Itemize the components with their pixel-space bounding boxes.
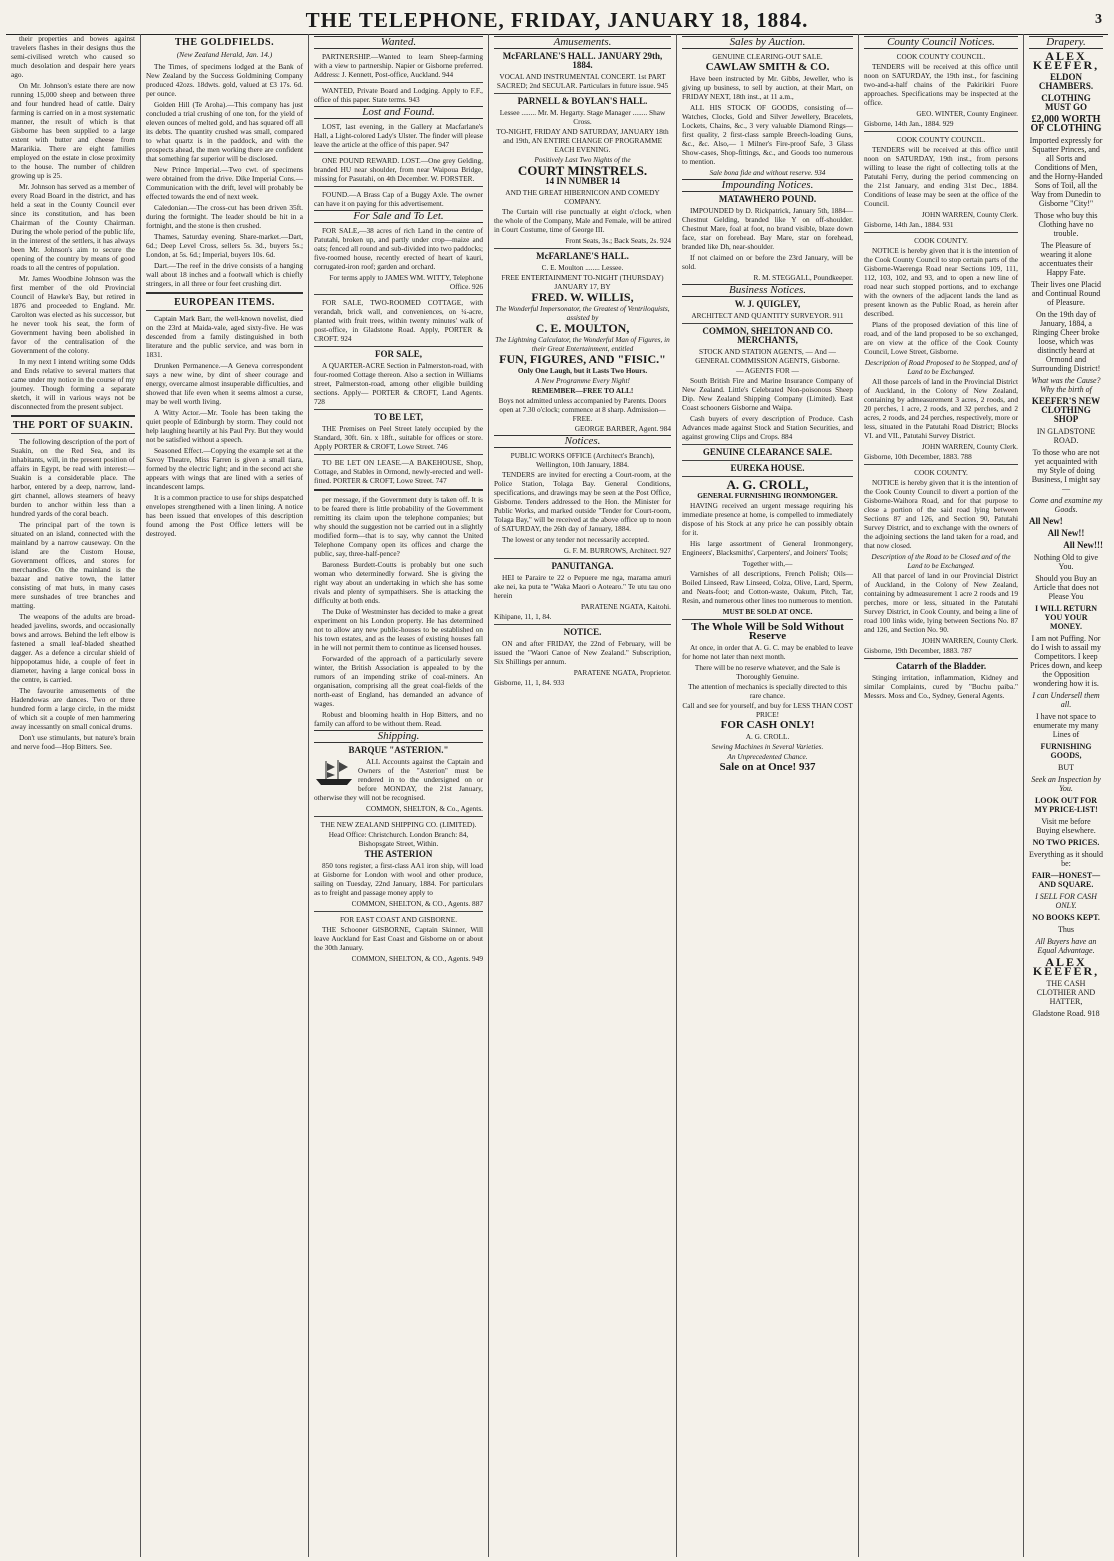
ad-title: PARNELL & BOYLAN'S HALL. xyxy=(517,96,648,106)
article-paragraph: Mr. James Woodbine Johnson was the first member of the old Provincial Council of Hawke's Bay, but retired in 1876 and proceeded to England. Mr. Carolton was elected as his successor, but he never took his seat, the form of Government having been abolished in favor of the centralisation of the Government of the colony. xyxy=(11,274,135,355)
article-paragraph: The Duke of Westminster has decided to make a great experiment on his London property. He has determined not to allow any new public-houses to be established on his town estates, and as the leases of existing houses fall in he will not permit them to continue as licensed houses. xyxy=(314,607,483,652)
ad-text: Positively Last Two Nights of the xyxy=(534,155,631,164)
ad-text: Together with,— xyxy=(742,559,793,568)
ad-text: I SELL FOR CASH ONLY. xyxy=(1035,892,1097,910)
ad-text: I can Undersell them all. xyxy=(1032,691,1100,709)
ad-text: At once, in order that A. G. C. may be enabled to leave for home not later than next month. xyxy=(682,643,853,661)
article-paragraph: their properties and bowes against travelers flashes in their designs thus the semi-civilised wretch who caused so much desolation and despair here years ago. xyxy=(11,34,135,79)
ad-text: FURNISHING GOODS, xyxy=(1040,742,1092,760)
ad-title: FOR EAST COAST AND GISBORNE. xyxy=(339,915,458,924)
divider xyxy=(11,415,135,417)
article-paragraph: It is a common practice to use for ships despatched envelopes strengthened with a linen lining. A notice has been issued that envelopes of this description found among the Post Office letters will be destroyed. xyxy=(146,493,303,538)
ad-title: GENUINE CLEARANCE SALE. xyxy=(702,447,833,457)
article-paragraph: Thames, Saturday evening. Share-market.—Dart, 6d.; Deep Level Cross, sellers 5s. 3d., buyers 5s.; London, at 5s. 6d.; Imperial, buyers 10s. 6d. xyxy=(146,232,303,259)
ad-text: FOR SALE, TWO-ROOMED COTTAGE, with verandah, brick wall, and conveniences, on ¼-acre, planted with fruit trees, within twenty minutes' walk of post-office, in Gladstone Road. Apply, PORTER & CROFT. 924 xyxy=(314,298,483,343)
ad-text: Stinging irritation, inflammation, Kidney and similar Complaints, cured by "Buchu paiba." Messrs. Moss and Co., Sydney, General Agents. xyxy=(864,673,1018,700)
ad-text: ELDON CHAMBERS. xyxy=(1038,72,1094,91)
ad-text: There will be no reserve whatever, and the Sale is Thoroughly Genuine. xyxy=(694,663,841,681)
ad-title: PANUITANGA. xyxy=(551,561,614,571)
column-7 xyxy=(1024,34,1108,1557)
ad-title: COOK COUNTY COUNCIL. xyxy=(896,135,986,144)
ad-text: I have not space to enumerate my many Lines of xyxy=(1033,712,1099,739)
divider xyxy=(314,294,483,295)
ad-date: Gisborne, 11, 1, 84. 933 xyxy=(494,678,565,687)
ad-text: Only One Laugh, but it Lasts Two Hours. xyxy=(517,366,648,375)
divider xyxy=(314,816,483,817)
ad-title: FUN, FIGURES, AND "FISIC." xyxy=(499,352,666,366)
divider xyxy=(682,323,853,324)
ad-text: WANTED, Private Board and Lodging. Apply to F.F., office of this paper. State terms. 943 xyxy=(314,86,483,104)
divider xyxy=(864,658,1018,659)
ad-text: Description of the Road to be Closed and of the Land to be Exchanged. xyxy=(871,552,1011,570)
ad-text: Front Seats, 3s.; Back Seats, 2s. 924 xyxy=(565,236,671,245)
ad-text: C. E. Moulton ........ Lessee. xyxy=(541,263,624,272)
ad-text: I am not Puffing. Nor do I wish to assail my Competitors. I keep Prices down, and keep the Opposition wondering how it is. xyxy=(1030,634,1102,688)
ad-text: Varnishes of all descriptions, French Polish; Oils—Boiled Linseed, Raw Linseed, Colza, Olive, Lard, Sperm, and Neats-foot; and Cotton-waste, Oakum, Pitch, Tar, Resin, and numerous other lines too numerous to mention. xyxy=(682,569,853,605)
ad-text: His large assortment of General Ironmongery, Engineers', Blacksmiths', Carpenters', and Joiners' Tools; xyxy=(682,539,853,557)
ad-text: THE CASH CLOTHIER AND HATTER, xyxy=(1036,979,1096,1006)
section-heading: Drapery. xyxy=(1029,36,1103,49)
amusement-ad xyxy=(494,52,671,433)
ad-text: — AGENTS FOR — xyxy=(736,366,799,375)
ad-text: TENDERS will be received at this office until noon on SATURDAY, the 19th inst., for fascining two-and-a-half chains of the Pakirikiri Fuore approaches. Specifications may be inspected at the office. xyxy=(864,62,1018,107)
divider xyxy=(314,911,483,912)
ad-text: £2,000 WORTH OF CLOTHING xyxy=(1030,114,1102,134)
section-heading: Notices. xyxy=(494,435,671,448)
ad-title: EUREKA HOUSE. xyxy=(730,463,805,473)
divider xyxy=(682,619,853,620)
ad-text: Boys not admitted unless accompanied by Parents. Doors open at 7.30 o'clock; commence at 8 sharp. Admission—FREE. xyxy=(498,396,667,423)
ad-text: FOR SALE,—38 acres of rich Land in the centre of Patutahi, broken up, and partly under crop—maize and oats; fenced all round and sub-divided into two paddocks; five-roomed house, recently erected of heart of kauri, corrugated-iron roof; garden and orchard. xyxy=(314,226,484,271)
article-paragraph: Dart.—The reef in the drive consists of a hanging wall about 18 inches and a footwall which is chiefly stringers, in all three or four feet crushing dirt. xyxy=(146,261,303,288)
ad-text: VOCAL AND INSTRUMENTAL CONCERT. 1st PART SACRED; 2nd SECULAR. Particulars in future issue. 945 xyxy=(496,72,669,90)
ad-signature: JOHN WARREN, County Clerk. xyxy=(921,210,1018,219)
classified-ad xyxy=(314,122,483,208)
ad-signature: PARATENE NGATA, Proprietor. xyxy=(573,668,671,677)
ad-text: TENDERS are invited for erecting a Court-room, at the Police Station, Tolaga Bay. General Conditions, specifications, and drawings may be seen at the Post Office, Gisborne. Tenders addressed to the Hon. the Minister for Public Works, and marked outside "Tender for Court-room, Tolaga Bay," will be received at the above office up to noon of SATURDAY, the 26th day of January, 1884. xyxy=(494,470,671,533)
ad-signature: For terms apply to JAMES WM. WITTY, Telephone Office. 926 xyxy=(329,273,483,291)
ad-title: McFARLANE'S HALL. xyxy=(536,251,629,261)
column-6 xyxy=(859,34,1024,1557)
ad-text: ONE POUND REWARD. LOST.—One grey Gelding, branded HU near shoulder, from near Waipoua Bridge, missing for Pasutahi, on 4th December. W. FORSTER. xyxy=(314,156,483,183)
ad-text: NO TWO PRICES. xyxy=(1032,838,1100,847)
divider xyxy=(314,82,483,83)
article-paragraph: The favourite amusements of the Hadendowas are dances. Two or three hundred form a large circle, in the midst of which sit a couple of men hammering away incessantly on small conical drums. xyxy=(11,686,135,731)
article-paragraph: per message, if the Government duty is taken off. It is to be feared there is little probability of the Government remitting its claim upon the telephone companies; but why should the suggestion not be carried out in a slightly modified form—that is to say, why cannot the United Telephone Company open its offices and charge the public, say, three-half-pence? xyxy=(314,495,483,558)
ad-text: BUT xyxy=(1058,763,1074,772)
article-paragraph: The principal part of the town is situated on an island, connected with the mainland by a narrow causeway. On the island are the Custom House, Government offices, and stores for merchandise. On the mainland is the bazaar and native town, the latter consisting of mat huts, in many cases mere sunshades of tree branches and matting. xyxy=(11,520,135,610)
ad-text: HAVING received an urgent message requiring his immediate presence at home, is compelled to immediately dispose of his Stock at any price he can possibly obtain for it. xyxy=(682,501,853,537)
ad-signature: GEO. WINTER, County Engineer. xyxy=(916,109,1018,118)
column-5 xyxy=(677,34,859,1557)
ad-text: FAIR—HONEST—AND SQUARE. xyxy=(1031,871,1101,889)
section-heading: Amusements. xyxy=(494,36,671,49)
ad-date: Gisborne, 10th December, 1883. 788 xyxy=(864,452,972,461)
ad-title: 14 IN NUMBER 14 xyxy=(545,176,620,186)
divider xyxy=(864,232,1018,233)
shipping-ad xyxy=(314,746,483,963)
ad-title: FOR CASH ONLY! xyxy=(720,719,815,731)
auction-ad xyxy=(682,52,853,177)
ad-text: KEEFER'S NEW CLOTHING SHOP xyxy=(1031,396,1101,424)
ad-title: Catarrh of the Bladder. xyxy=(895,661,987,671)
ad-text: Thus xyxy=(1058,925,1074,934)
section-heading: Lost and Found. xyxy=(314,106,483,119)
ad-title: COOK COUNTY. xyxy=(914,236,968,245)
page-title: THE TELEPHONE, FRIDAY, JANUARY 18, 1884. xyxy=(305,8,809,32)
section-heading: Impounding Notices. xyxy=(682,179,853,192)
ad-text: A New Programme Every Night! xyxy=(535,376,630,385)
divider xyxy=(11,433,135,434)
business-ad xyxy=(682,300,853,772)
column-2 xyxy=(141,34,309,1557)
divider xyxy=(314,346,483,347)
divider xyxy=(314,152,483,153)
section-heading: For Sale and To Let. xyxy=(314,210,483,223)
divider xyxy=(314,454,483,455)
divider xyxy=(314,489,483,491)
ad-text: TO BE LET ON LEASE.—A BAKEHOUSE, Shop, Cottage, and Stables in Ormond, newly-erected and well-fitted. PORTER & CROFT, Lowe Street. 747 xyxy=(314,458,483,485)
ad-text: NOTICE is hereby given that it is the intention of the Cook County Council to stop certain parts of the Gisborne-Waerenga Road near Sections 109, 111, 112, 103, 102, and 93, and to open a new line of road near such stopped portions, and to exchange with the owners of the adjacent lands the land as present known as the Public Road, as herein after described. xyxy=(864,246,1018,318)
ad-signature: COMMON, SHELTON, & CO., Agents. 887 xyxy=(351,899,483,908)
article-paragraph: Robust and blooming health in Hop Bitters, and no family can afford to be without them. Read. xyxy=(314,710,483,728)
article-paragraph: Drunken Permanence.—A Geneva correspondent says a new wine, by dint of sheer courage and energy, overcame almost insuperable difficulties, and showed that life even when it seems almost a curse, may be well worth living. xyxy=(146,361,303,406)
column-4 xyxy=(489,34,677,1557)
article-paragraph: Baroness Burdett-Coutts is probably but one such woman who determinedly forward. She is giving the right way about an undertaking in which she has some rivals and plenty of sympathisers. She is attacking the difficulty at both ends. xyxy=(314,560,483,605)
ad-text: A. G. CROLL. xyxy=(745,732,790,741)
ad-text: THE Schooner GISBORNE, Captain Skinner, Will leave Auckland for East Coast and Gisborne on or about the 30th January. xyxy=(314,925,483,952)
ad-text: LOOK OUT FOR MY PRICE-LIST! xyxy=(1034,796,1098,814)
article-paragraph: The Times, of specimens lodged at the Bank of New Zealand by the Success Goldmining Company produced 42ozs. 18dwts. gold, valued at £3 17s. 6d. per ounce. xyxy=(146,62,303,98)
ad-text: Head Office: Christchurch. London Branch: 84, Bishopsgate Street, Within. xyxy=(328,830,469,848)
ad-title: Sale on at Once! 937 xyxy=(719,761,816,773)
ad-text: What was the Cause? Why the birth of xyxy=(1031,376,1101,394)
ad-text: Those who buy this Clothing have no trouble. xyxy=(1034,211,1098,238)
ad-text: FOUND.—A Brass Cap of a Buggy Axle. The owner can have it on paying for this advertisement. xyxy=(314,190,483,208)
divider xyxy=(494,624,671,625)
ad-text: GENERAL FURNISHING IRONMONGER. xyxy=(697,491,838,500)
divider xyxy=(314,186,483,187)
ad-signature: COMMON, SHELTON, & CO., Agents. 949 xyxy=(351,954,483,963)
ad-text: NOTICE is hereby given that it is the intention of the Cook County Council to divert a portion of the Gisborne-Waihora Road, and for that purpose to close a portion of the said road lying between Sections 87 and 126, and Section 90, Patutahi Survey District, and to exchange with the owners of the adjoining sections the land taken for a road, and that now closed. xyxy=(864,478,1018,550)
section-heading: County Council Notices. xyxy=(864,36,1018,49)
ad-text: On the 19th day of January, 1884, a Ringing Cheer broke loose, which was distinctly heard at Ormond and Surrounding District! xyxy=(1031,310,1101,373)
ad-text: Their lives one Placid and Continual Round of Pleasure. xyxy=(1031,280,1101,307)
notice-ad xyxy=(494,451,671,687)
ad-text: ALL Accounts against the Captain and Owners of the "Asterion" must be rendered in to the undersigned on or before MONDAY, the 21st January, otherwise they will not be recognised. xyxy=(314,757,483,802)
ad-title: ALEX KEEFER, xyxy=(1032,49,1100,72)
ad-title: A. G. CROLL, xyxy=(726,477,809,492)
ad-title: C. E. MOULTON, xyxy=(535,321,630,335)
ad-text: Plans of the proposed deviation of this line of road, and of the land proposed to be so exchanged, are on view at the office of the Cook County Council, Lowe Street, Gisborne. xyxy=(864,320,1018,356)
ad-title: CAWLAW SMITH & CO. xyxy=(705,61,830,73)
article-paragraph: Don't use stimulants, but nature's brain and nerve food—Hop Bitters. See. xyxy=(11,733,135,751)
section-heading: Shipping. xyxy=(314,730,483,743)
article-paragraph: A Witty Actor.—Mr. Toole has been taking the quiet people of Edinburgh by storm. They could not help laughing heartily at his Paul Pry. But they would not be satisfied without a speech. xyxy=(146,408,303,444)
page-number: 3 xyxy=(1095,12,1102,27)
article-paragraph: The following description of the port of Suakin, on the Red Sea, and its inhabitants, will, in the present position of affairs in Egypt, be read with interest:—Suakin is a considerable place. The harbor, entered by a deep, narrow, land-girt channel, allows steamers of heavy burden to anchor within less than a hundred yards of the coral beach. xyxy=(11,437,135,518)
classified-ad xyxy=(314,226,483,485)
ad-title: COURT MINSTRELS. xyxy=(517,163,648,178)
ad-title: MATAWHERO POUND. xyxy=(718,194,817,204)
ad-text: Sale bona fide and without reserve. 934 xyxy=(709,168,826,177)
ad-text: ALL HIS STOCK OF GOODS, consisting of— Watches, Clocks, Gold and Silver Jewellery, Bracelets, Lockets, Chains, &c., 3 very valuable Diamond Rings—first quality, 2 first-class sample Breech-loading Guns, &c., &c. Also,— 1 Milner's Fire-proof Safe, 3 Glass Show-cases, Shop-fittings, &c., and Goods too numerous to mention. xyxy=(682,103,853,166)
article-paragraph: In my next I intend writing some Odds and Ends relative to several matters that came under my notice in the course of my journey. Though forming a separate sketch, it will in various ways not be disconnected from the present subject. xyxy=(11,357,135,411)
ad-text: The Curtain will rise punctually at eight o'clock, when the whole of the Company, Male and Female, will be attired in Court Costume, time of George III. xyxy=(494,207,671,234)
ad-text: Cash buyers of every description of Produce. Cash Advances made against Stock and Station Securities, and against growing Clips and Crops. 884 xyxy=(682,414,853,441)
ad-date: Gisborne, 14th Jan., 1884. 931 xyxy=(864,220,954,229)
section-heading: EUROPEAN ITEMS. xyxy=(174,297,275,308)
ad-text: Lessee ........ Mr. M. Hegarty. Stage Manager ........ Shaw Cross. xyxy=(499,108,666,126)
divider xyxy=(494,558,671,559)
ship-icon xyxy=(314,759,354,787)
ad-text: Sewing Machines in Several Varieties. xyxy=(711,742,824,751)
ad-text: TO-NIGHT, FRIDAY AND SATURDAY, JANUARY 18th and 19th, AN ENTIRE CHANGE OF PROGRAMME EACH EVENING. xyxy=(496,127,669,154)
ad-text: ON and after FRIDAY, the 22nd of February, will be issued the "Waori Canoe of New Zealand." Subscription, Six Shillings per annum. xyxy=(494,639,671,666)
ad-text: The lowest or any tender not necessarily accepted. xyxy=(502,535,650,544)
ad-signature: G. F. M. BURROWS, Architect. 927 xyxy=(563,546,671,555)
ad-text: A QUARTER-ACRE Section in Palmerston-road, with four-roomed Cottage thereon. Also a section in Williams street, Palmerston-road, among other eligible building sections. Apply— PORTER & CROFT, Land Agents. 728 xyxy=(314,361,483,406)
ad-title: The Whole Will be Sold Without Reserve xyxy=(691,621,844,642)
ad-text: CLOTHING MUST GO xyxy=(1041,93,1091,112)
ad-text: HEI te Paraire te 22 o Pepuere me nga, marama amuri ake nei, ka puta te "Waka Maori o Aotearo." Te utu tau ono herein xyxy=(494,573,671,600)
ad-text: All New! xyxy=(1029,516,1063,526)
ad-text: All New!! xyxy=(1047,528,1085,538)
divider xyxy=(146,292,303,294)
ad-text: The Wonderful Impersonator, the Greatest of Ventriloquists, assisted by xyxy=(495,304,670,322)
divider xyxy=(864,464,1018,465)
ad-text: All Buyers have an Equal Advantage. xyxy=(1035,937,1097,955)
ad-text: Visit me before Buying elsewhere. xyxy=(1036,817,1096,835)
ad-text: All those parcels of land in the Provincial District of Auckland, in the Colony of New Zealand, containing by admeasurement 3 acres, 2 roods, and 20 perches, 1 acre, 2 roods, and 32 perches, and 2 acres, 2 roods, and 24 perches, respectively, more or less, situated in the Patutahi Road District; Blocks VI. and VII., Patutahi Survey District. xyxy=(864,377,1018,440)
ad-text: Come and examine my Goods. xyxy=(1029,496,1103,514)
ad-text: TENDERS will be received at this office until noon on SATURDAY, 19th inst., from persons willing to lease the right of collecting tolls at the Patutahi Ferry, during the period commencing on the 21st January, and ending 31st Dec., 1884. Conditions of lease may be seen at the office of the Council. xyxy=(864,145,1018,208)
impound-ad xyxy=(682,195,853,282)
ad-title: ALEX KEEFER, xyxy=(1032,955,1100,978)
article-paragraph: Caledonian.—The cross-cut has been driven 35ft. during the fortnight. The leader should be hit in a fortnight, and the stone is then crushed. xyxy=(146,203,303,230)
masthead xyxy=(6,4,1108,35)
ad-text: IMPOUNDED by D. Rickpatrick, January 5th, 1884— Chestnut Gelding, branded like Y on off-shoulder. Chestnut Mare, foal at foot, no brand visible, blaze down face, star on forehead. Bay Mare, star on forehead, branded like Dh, near-shoulder. xyxy=(682,206,853,251)
ad-text: IN GLADSTONE ROAD. xyxy=(1036,427,1096,445)
drapery-ad xyxy=(1029,49,1103,1018)
ad-signature: R. M. STEGGALL, Poundkeeper. xyxy=(753,273,853,282)
divider xyxy=(494,248,671,249)
section-heading: THE PORT OF SUAKIN. xyxy=(12,420,134,431)
ad-text: Seek an Inspection by You. xyxy=(1031,775,1101,793)
ad-title: TO BE LET, xyxy=(374,412,423,422)
article-paragraph: Seasoned Effect.—Copying the example set at the Savoy Theatre, Miss Farren is given a small tiara, formed by the electric light; and in the second act she appears with wings that are lined with a series of incandescent lamps. xyxy=(146,446,303,491)
section-heading: Wanted. xyxy=(314,36,483,49)
section-heading: THE GOLDFIELDS. xyxy=(174,37,275,48)
divider xyxy=(314,409,483,410)
section-heading: Sales by Auction. xyxy=(682,36,853,49)
column-1 xyxy=(6,34,141,1557)
divider xyxy=(682,460,853,461)
ad-date: Kihipane, 11, 1, 84. xyxy=(494,612,552,621)
ad-text: MUST BE SOLD AT ONCE. xyxy=(722,607,813,616)
divider xyxy=(682,444,853,445)
ad-text: Gladstone Road. 918 xyxy=(1032,1009,1100,1018)
ad-title: McFARLANE'S HALL. JANUARY 29th, 1884. xyxy=(502,51,663,70)
ad-text: An Unprecedented Chance. xyxy=(727,752,808,761)
ad-text: Should you Buy an Article that does not Please You xyxy=(1033,574,1099,601)
ad-text: All New!!! xyxy=(1063,540,1103,550)
ad-signature: COMMON, SHELTON, & Co., Agents. xyxy=(366,804,483,813)
ad-text: Everything as it should be: xyxy=(1029,850,1103,868)
ad-text: The attention of mechanics is specially directed to this rare chance. xyxy=(688,682,847,700)
section-heading: Business Notices. xyxy=(682,284,853,297)
ad-text: FREE ENTERTAINMENT TO-NIGHT (THURSDAY) JANUARY 17, BY xyxy=(501,273,664,291)
ad-text: LOST, last evening, in the Gallery at Macfarlane's Hall, a Light-colored Lady's Ulster. The finder will please leave the article at the office of this paper. 947 xyxy=(314,122,483,149)
ad-title: COOK COUNTY COUNCIL. xyxy=(896,52,986,61)
ad-signature: GEORGE BARBER, Agent. 984 xyxy=(574,424,671,433)
ad-title: THE ASTERION xyxy=(364,849,433,859)
ad-title: THE NEW ZEALAND SHIPPING CO. (LIMITED). xyxy=(320,820,477,829)
divider xyxy=(146,310,303,311)
ad-title: COOK COUNTY. xyxy=(914,468,968,477)
article-paragraph: The weapons of the adults are broad-headed javelins, swords, and occasionally bows and arrows. Behind the left elbow is fastened a small leaf-bladed sheathed dagger. As a defence a circular shield of hippopotamus hide, a couple of feet in diameter, having a large conical boss in the centre, is carried. xyxy=(11,612,135,684)
ad-title: W. J. QUIGLEY, xyxy=(734,299,801,309)
ad-title: BARQUE "ASTERION." xyxy=(348,745,449,755)
ad-text: If not claimed on or before the 23rd January, will be sold. xyxy=(682,253,853,271)
column-3 xyxy=(309,34,489,1557)
ad-text: Imported expressly for Squatter Princes, and all Sorts and Conditions of Men, and the Horny-Handed Sons of Toil, all the Way from Dunedin to Gisborne "City!" xyxy=(1029,136,1103,208)
section-subheading: (New Zealand Herald, Jan. 14.) xyxy=(176,50,273,59)
ad-text: Have been instructed by Mr. Gibbs, Jeweller, who is giving up business, to sell by auction, at their Mart, on FRIDAY NEXT, 18th inst., at 11 a.m., xyxy=(682,74,853,101)
article-paragraph: Mr. Johnson has served as a member of every Road Board in the district, and has held a seat in the County Council ever since its constitution, and has been Chairman of the County Chairman. During the whole period of the public life, in the interest of the settlers, it has always been Mr. Johnson's aim to secure the opening of the country by means of good roads to all the centres of population. xyxy=(11,182,135,272)
ad-title: GENUINE CLEARING-OUT SALE. xyxy=(712,52,823,61)
divider xyxy=(494,93,671,94)
ad-text: The Lightning Calculator, the Wonderful Man of Figures, in their Great Entertainment, entitled xyxy=(495,335,670,353)
ad-text: REMEMBER—FREE TO ALL! xyxy=(531,386,634,395)
ad-signature: JOHN WARREN, County Clerk. xyxy=(921,442,1018,451)
ad-text: ARCHITECT AND QUANTITY SURVEYOR. 911 xyxy=(691,311,844,320)
ad-title: NOTICE. xyxy=(563,627,602,637)
ad-title: PUBLIC WORKS OFFICE (Architect's Branch), Wellington, 10th January, 1884. xyxy=(510,451,655,469)
ad-text: AND THE GREAT HIBERNICON AND COMEDY COMPANY. xyxy=(505,188,660,206)
ad-text: I WILL RETURN YOU YOUR MONEY. xyxy=(1034,604,1098,631)
ad-text: South British Fire and Marine Insurance Company of New Zealand. Little's Celebrated Non-poisonous Sheep Dip. New Zealand Shipping Company (Limited). East Coast schooners Gisborne and Waipa. xyxy=(682,376,853,412)
ad-text: NO BOOKS KEPT. xyxy=(1032,913,1100,922)
article-paragraph: Captain Mark Barr, the well-known novelist, died on the 23rd at Maida-vale, aged sixty-five. He was descended from a family distinguished in both literature and the public service, and was born in 1831. xyxy=(146,314,303,359)
ad-signature: PARATENE NGATA, Kaitohi. xyxy=(581,602,671,611)
ad-text: Description of Road Proposed to be Stopped, and of Land to be Exchanged. xyxy=(864,358,1018,376)
ad-title: FRED. W. WILLIS, xyxy=(531,290,634,304)
divider xyxy=(864,131,1018,132)
ad-text: STOCK AND STATION AGENTS, — And — GENERAL COMMISSION AGENTS, Gisborne. xyxy=(695,347,840,365)
article-paragraph: Forwarded of the approach of a particularly severe winter, the British Association is appealed to by the rumors of an impending strike of coal-miners. An organisation, comprising all the great coal-fields of the north-east of England, has demanded an advance of wages. xyxy=(314,654,483,708)
article-paragraph: On Mr. Johnson's estate there are now running 15,000 sheep and between three and four hundred head of cattle. Dairy farming is carried on in a most systematic manner, the result of which is that Gisborne has been supplied to a large extent with butter and cheese from Mararikia. There are eight families employed on the estate in close proximity to the house. The number of children growing up is 25. xyxy=(11,81,135,180)
ad-text: PARTNERSHIP.—Wanted to learn Sheep-farming with a view to partnership. Napier or Gisborne preferred. Address: J. Kennett, Post-office, Auckland. 944 xyxy=(314,52,483,79)
ad-date: Gisborne, 14th Jan., 1884. 929 xyxy=(864,119,954,128)
ad-text: Call and see for yourself, and buy for LESS THAN COST PRICE! xyxy=(682,701,853,719)
ad-title: COMMON, SHELTON AND CO. MERCHANTS, xyxy=(702,326,833,345)
ad-text: The Pleasure of wearing it alone accentuates their Happy Fate. xyxy=(1039,241,1093,277)
ad-signature: JOHN WARREN, County Clerk. xyxy=(921,636,1018,645)
article-paragraph: Golden Hill (Te Aroha).—This company has just concluded a trial crushing of one ton, for the yield of eleven ounces of melted gold, and has squared off all its debts. The quantity crushed was small, compared to what quartz is in the paddock, and with the prospects ahead, the men working there are confident that something far superior will be disclosed. xyxy=(146,100,303,163)
ad-text: To those who are not yet acquainted with my Style of doing Business, I might say— xyxy=(1031,448,1101,493)
article-paragraph: New Prince Imperial.—Two cwt. of specimens were obtained from the drive. Dike Imperial Cons.—Communication with the drift, level will probably be effected towards the end of next week. xyxy=(146,165,303,201)
ad-text: THE Premises on Peel Street lately occupied by the Standard, 30ft. 6in. x 18ft., suitable for offices or store. Apply PORTER & CROFT, Lowe Street. 746 xyxy=(314,424,483,451)
council-notice xyxy=(864,52,1018,700)
ad-text: All that parcel of land in our Provincial District of Auckland, in the Colony of New Zealand, containing by admeasurement 1 acre 2 roods and 19 perches, more or less, situated in the Patutahi Survey District, in Cook County, and being a line of road 100 links wide, lying between Sections No. 87 and 126, and Section No. 90. xyxy=(864,571,1018,634)
ad-text: Nothing Old to give You. xyxy=(1033,553,1099,571)
ad-date: Gisborne, 19th December, 1883. 787 xyxy=(864,646,972,655)
ad-text: 850 tons register, a first-class AA1 iron ship, will load at Gisborne for London with wool and other produce, sailing on Tuesday, 22nd January, 1884. For particulars as to freight and passage money apply to xyxy=(314,861,483,897)
classified-ad xyxy=(314,52,483,104)
ad-title: FOR SALE, xyxy=(374,349,422,359)
